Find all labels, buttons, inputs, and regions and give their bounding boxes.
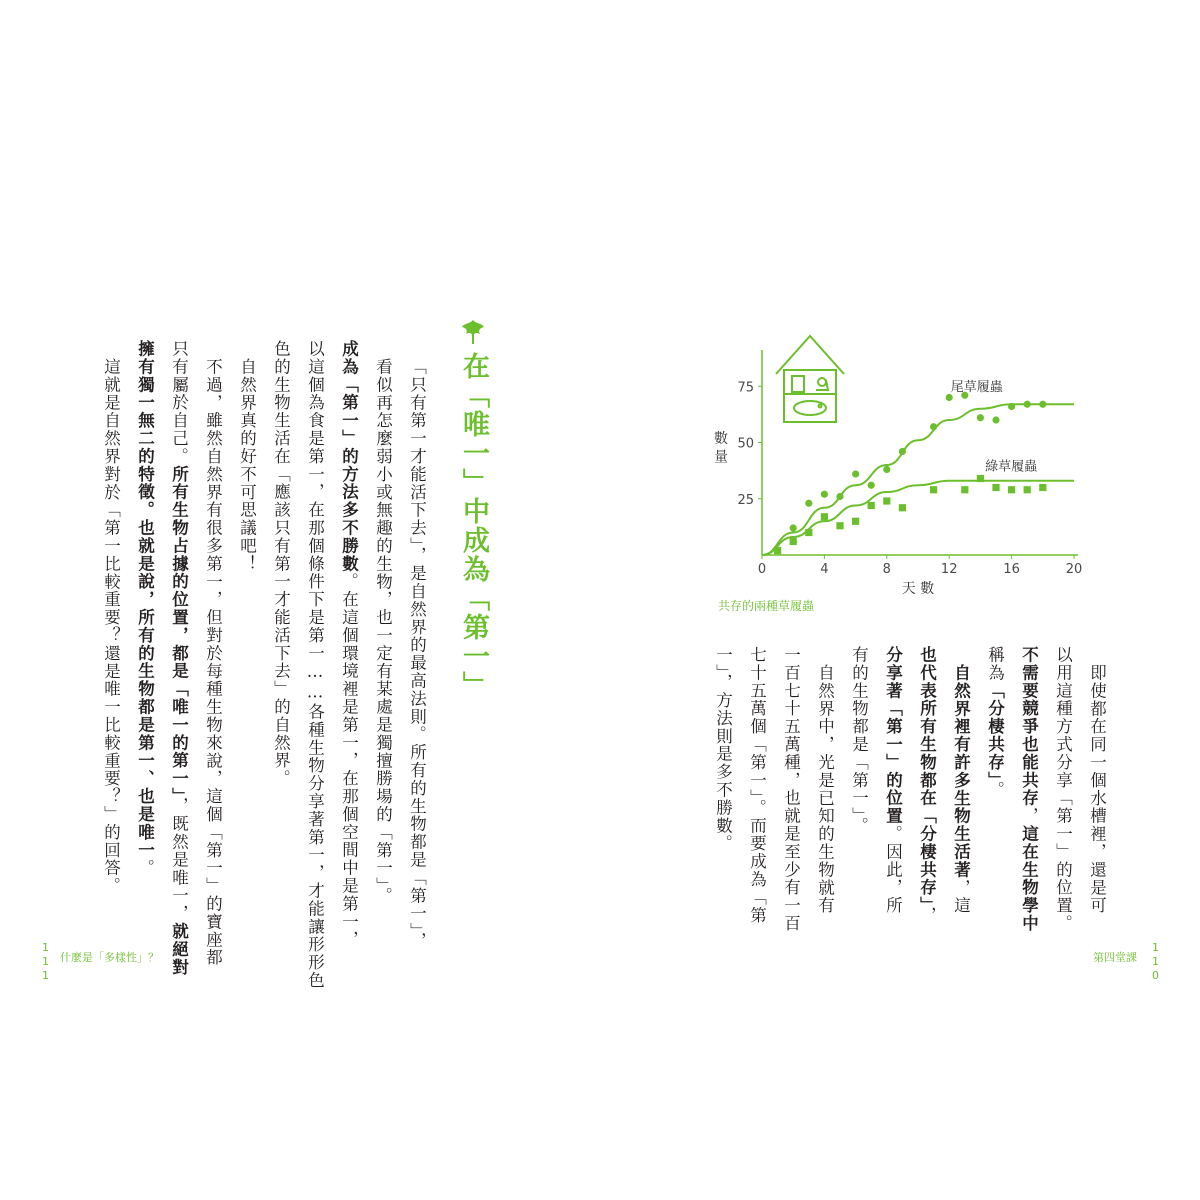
chart-caption: 共存的兩種草履蟲 [718,599,815,613]
data-point-square [930,486,937,493]
data-point-square [821,513,828,520]
data-point-circle [992,416,999,423]
data-point-circle [852,470,859,477]
left-col-3-bold: 成為「第一」的方法多不勝數 [339,340,359,573]
right-col-7-bold: 分享著「第一」的位置 [883,646,903,825]
right-col-5-bold: 自然界裡有許多生物生活著 [951,664,971,879]
right-col-4 [986,646,1003,799]
left-col-4: 以這個為食是第一，在那個條件下是第一……各種生物分享著第一，才能讓形形色 [305,340,325,990]
right-col-3-bold2: 這在生物學中 [1019,825,1039,933]
data-point-square [852,518,859,525]
left-col-9-bold: 擁有獨一無二的特徵。也就是說，所有的生物都是第一、也是唯一 [135,340,155,860]
data-point-circle [1008,403,1015,410]
left-col-5: 色的生物生活在「應該只有第一才能活下去」的自然界。 [271,340,291,788]
data-point-square [1039,484,1046,491]
right-col-10: 一百七十五萬種，也就是至少有一百 [781,646,801,933]
y-axis-label: 數 量 [712,430,728,464]
data-point-square [805,529,812,536]
data-point-circle [805,500,812,507]
right-col-3 [1020,646,1037,932]
data-point-circle [930,423,937,430]
data-point-square [977,475,984,482]
right-col-3-rest: ， [1019,807,1039,826]
house-illustration [776,336,844,422]
y-tick-label: 25 [737,492,754,508]
data-point-square [868,502,875,509]
right-col-3-bold: 不需要競爭也能共存 [1019,646,1039,808]
data-point-circle [899,448,906,455]
right-col-5-rest: ，這 [951,878,971,915]
right-col-6-bold: 也代表所有生物都在「分棲共存」 [917,646,937,907]
x-tick-label: 20 [1065,562,1083,577]
left-page-number: 111 [39,941,52,983]
right-col-5 [952,664,969,915]
left-col-10: 這就是自然界對於「第一比較重要？還是唯一比較重要？」的回答。 [101,358,121,895]
x-tick-label: 4 [820,562,829,577]
right-col-8: 有的生物都是「第一」。 [849,646,869,835]
data-point-square [774,547,781,554]
series-label-2: 綠草履蟲 [985,459,1038,475]
data-point-square [961,486,968,493]
data-point-square [899,504,906,511]
right-page-number: 110 [1149,941,1162,983]
data-point-circle [883,466,890,473]
data-point-circle [821,491,828,498]
y-tick-label: 50 [737,436,754,452]
right-col-12: 一」，方法則是多不勝數。 [713,646,733,853]
right-col-4-rest: 。 [985,780,1005,799]
left-col-7: 不過，雖然自然界有很多第一，但對於每種生物來說，這個「第一」的寶座都 [203,358,223,967]
data-point-circle [946,394,953,401]
x-axis-label: 天 數 [901,581,935,597]
right-col-4-plain: 稱為 [985,646,1005,682]
data-point-square [883,497,890,504]
data-point-circle [977,414,984,421]
left-col-8-plain: 只有屬於自己。 [169,340,189,466]
data-point-circle [1024,401,1031,408]
left-col-8-bold2: 就絕對 [169,922,189,977]
y-tick-label: 75 [737,380,754,396]
right-col-6 [918,646,935,924]
left-col-2: 看似再怎麼弱小或無趣的生物，也一定有某處是獨擅勝場的「第一」。 [373,358,393,905]
right-folio-title: 第四堂課 [1093,951,1137,964]
left-col-3-rest: 。在這個環境裡是第一，在那個空間中是第一， [339,572,359,949]
data-point-square [790,538,797,545]
left-folio-title: 什麼是「多樣性」？ [60,951,159,964]
right-col-9: 自然界中，光是已知的生物就有 [815,664,835,915]
right-col-7 [884,646,901,915]
right-col-6-suffix: ， [917,906,937,925]
section-heading: 在「唯一」中成為「第一」 [458,352,489,700]
left-col-1: 「只有第一才能活下去」，是自然界的最高法則。所有的生物都是「第一」， [407,358,427,951]
data-point-square [836,522,843,529]
left-col-8-bold: 所有生物占據的位置，都是「唯一的第一」 [169,465,189,798]
right-col-2: 以用這種方式分享「第一」的位置。 [1053,646,1073,933]
left-col-3 [340,340,357,949]
data-point-square [1024,486,1031,493]
leaf-icon [458,318,488,346]
chart [700,330,1100,620]
series-label-1: 尾草履蟲 [950,379,1003,395]
left-col-9-suffix: 。 [135,859,155,878]
x-tick-label: 16 [1003,562,1020,577]
right-col-7-rest: 。因此，所 [883,825,903,915]
data-point-circle [836,493,843,500]
right-col-4-bold: 「分棲共存」 [985,681,1005,781]
left-col-6: 自然界真的好不可思議吧！ [237,358,257,573]
data-point-square [1008,486,1015,493]
data-point-square [992,484,999,491]
left-col-8 [170,340,187,976]
left-col-8-rest: ，既然是唯一， [169,797,189,923]
right-col-11: 七十五萬個「第一」。而要成為「第 [747,646,767,925]
data-point-circle [1039,401,1046,408]
x-tick-label: 12 [940,562,958,577]
x-tick-label: 8 [882,562,891,577]
data-point-circle [868,482,875,489]
right-col-1: 即使都在同一個水槽裡，還是可 [1087,664,1107,915]
data-point-circle [790,524,797,531]
x-tick-label: 0 [757,562,767,577]
left-col-9 [136,340,153,877]
chart-svg [700,330,1100,620]
